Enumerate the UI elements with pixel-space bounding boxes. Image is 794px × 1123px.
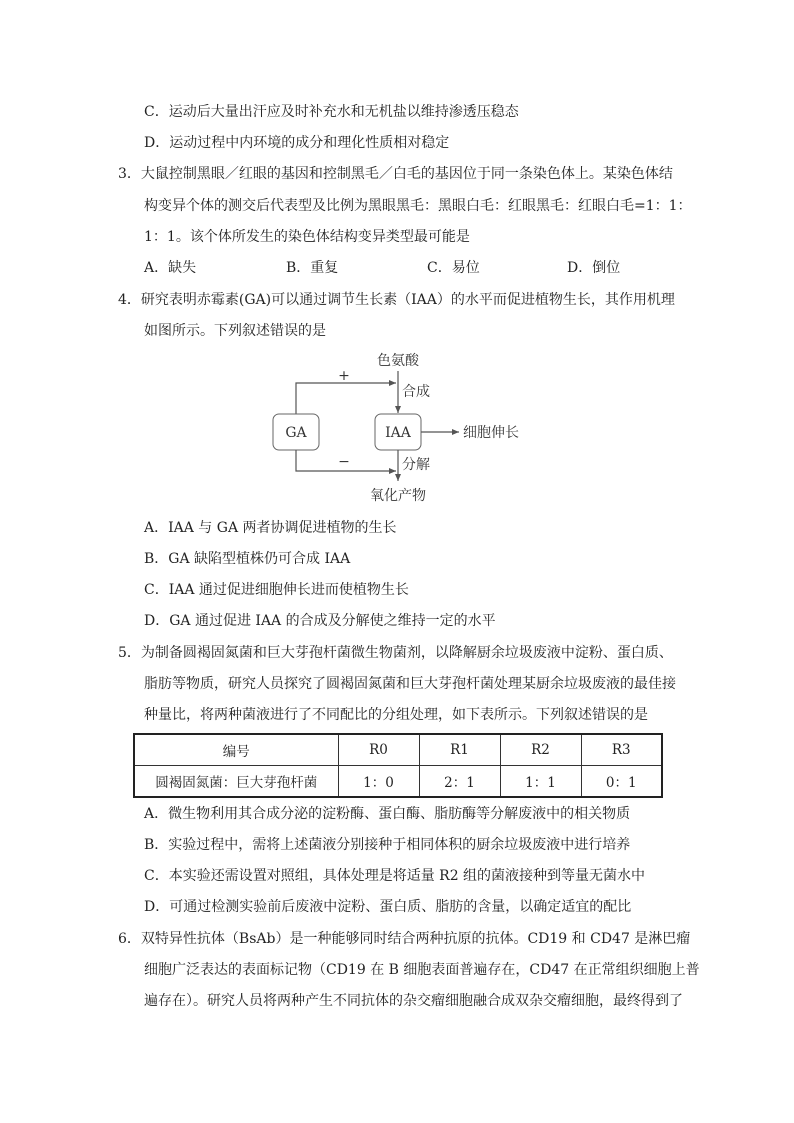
q5-option-d: D．可通过检测实验前后废液中淀粉、蛋白质、脂肪的含量，以确定适宜的配比 [144, 899, 632, 915]
table-cell: 圆褐固氮菌：巨大芽孢杆菌 [134, 766, 338, 798]
q4-stem-line-2: 如图所示。下列叙述错误的是 [144, 323, 326, 339]
q3-stem-line-2: 构变异个体的测交后代表型及比例为黑眼黑毛：黑眼白毛：红眼黑毛：红眼白毛=1：1： [144, 198, 692, 214]
q5-stem-line-3: 种量比，将两种菌液进行了不同配比的分组处理，如下表所示。下列叙述错误的是 [144, 707, 648, 723]
minus-sign: − [338, 454, 350, 470]
tryptophan-label: 色氨酸 [377, 353, 419, 369]
q5-option-a: A．微生物利用其合成分泌的淀粉酶、蛋白酶、脂肪酶等分解废液中的相关物质 [144, 806, 631, 822]
inoculation-ratio-table [133, 733, 663, 798]
oxidation-product-label: 氧化产物 [370, 488, 426, 504]
q6-stem-line-3: 遍存在）。研究人员将两种产生不同抗体的杂交瘤细胞融合成双杂交瘤细胞，最终得到了 [144, 993, 683, 1009]
ga-box-label: GA [285, 425, 307, 441]
table-header-cell: R3 [581, 734, 662, 766]
table-cell: 0：1 [581, 766, 662, 798]
iaa-box-label: IAA [385, 425, 411, 441]
q2-option-c: C．运动后大量出汗应及时补充水和无机盐以维持渗透压稳态 [144, 104, 519, 120]
table-header-cell: R2 [500, 734, 581, 766]
cell-elongation-label: 细胞伸长 [463, 425, 519, 441]
plus-sign: + [338, 368, 350, 384]
q4-option-a: A．IAA 与 GA 两者协调促进植物的生长 [144, 520, 397, 536]
ga-promotes-synthesis-arrow [296, 383, 396, 414]
q3-stem-line-1: 3．大鼠控制黑眼／红眼的基因和控制黑毛／白毛的基因位于同一条染色体上。某染色体结 [118, 166, 673, 182]
q4-option-c: C．IAA 通过促进细胞伸长进而使植物生长 [144, 582, 409, 598]
synthesis-label: 合成 [402, 384, 430, 400]
q3-option-a: A．缺失 [144, 260, 197, 276]
q6-stem-line-2: 细胞广泛表达的表面标记物（CD19 在 B 细胞表面普遍存在，CD47 在正常组织细胞上普 [144, 962, 700, 978]
q5-option-b: B．实验过程中，需将上述菌液分别接种于相同体积的厨余垃圾废液中进行培养 [144, 837, 631, 853]
q5-stem-line-1: 5．为制备圆褐固氮菌和巨大芽孢杆菌微生物菌剂，以降解厨余垃圾废液中淀粉、蛋白质、 [118, 645, 673, 661]
table-header-cell: 编号 [134, 734, 338, 766]
table-cell: 1：1 [500, 766, 581, 798]
table-header-cell: R0 [338, 734, 419, 766]
table-row [134, 766, 662, 798]
q3-option-c: C．易位 [427, 260, 480, 276]
decomposition-label: 分解 [402, 457, 430, 473]
q3-option-d: D．倒位 [567, 260, 621, 276]
table-cell: 2：1 [419, 766, 500, 798]
q6-stem-line-1: 6．双特异性抗体（BsAb）是一种能够同时结合两种抗原的抗体。CD19 和 CD47 是淋巴瘤 [118, 931, 691, 947]
table-header-cell: R1 [419, 734, 500, 766]
q2-option-d: D．运动过程中内环境的成分和理化性质相对稳定 [144, 135, 450, 151]
q4-option-d: D．GA 通过促进 IAA 的合成及分解使之维持一定的水平 [144, 613, 496, 629]
q4-stem-line-1: 4．研究表明赤霉素(GA)可以通过调节生长素（IAA）的水平而促进植物生长，其作用机理 [118, 292, 675, 308]
table-header-row [134, 734, 662, 766]
q5-option-c: C．本实验还需设置对照组，具体处理是将适量 R2 组的菌液接种到等量无菌水中 [144, 868, 646, 884]
q4-option-b: B．GA 缺陷型植株仍可合成 IAA [144, 551, 351, 567]
q3-stem-line-3: 1：1。该个体所发生的染色体结构变异类型最可能是 [144, 229, 470, 245]
q5-stem-line-2: 脂肪等物质，研究人员探究了圆褐固氮菌和巨大芽孢杆菌处理某厨余垃圾废液的最佳接 [144, 676, 676, 692]
table-cell: 1：0 [338, 766, 419, 798]
q3-option-b: B．重复 [286, 260, 339, 276]
